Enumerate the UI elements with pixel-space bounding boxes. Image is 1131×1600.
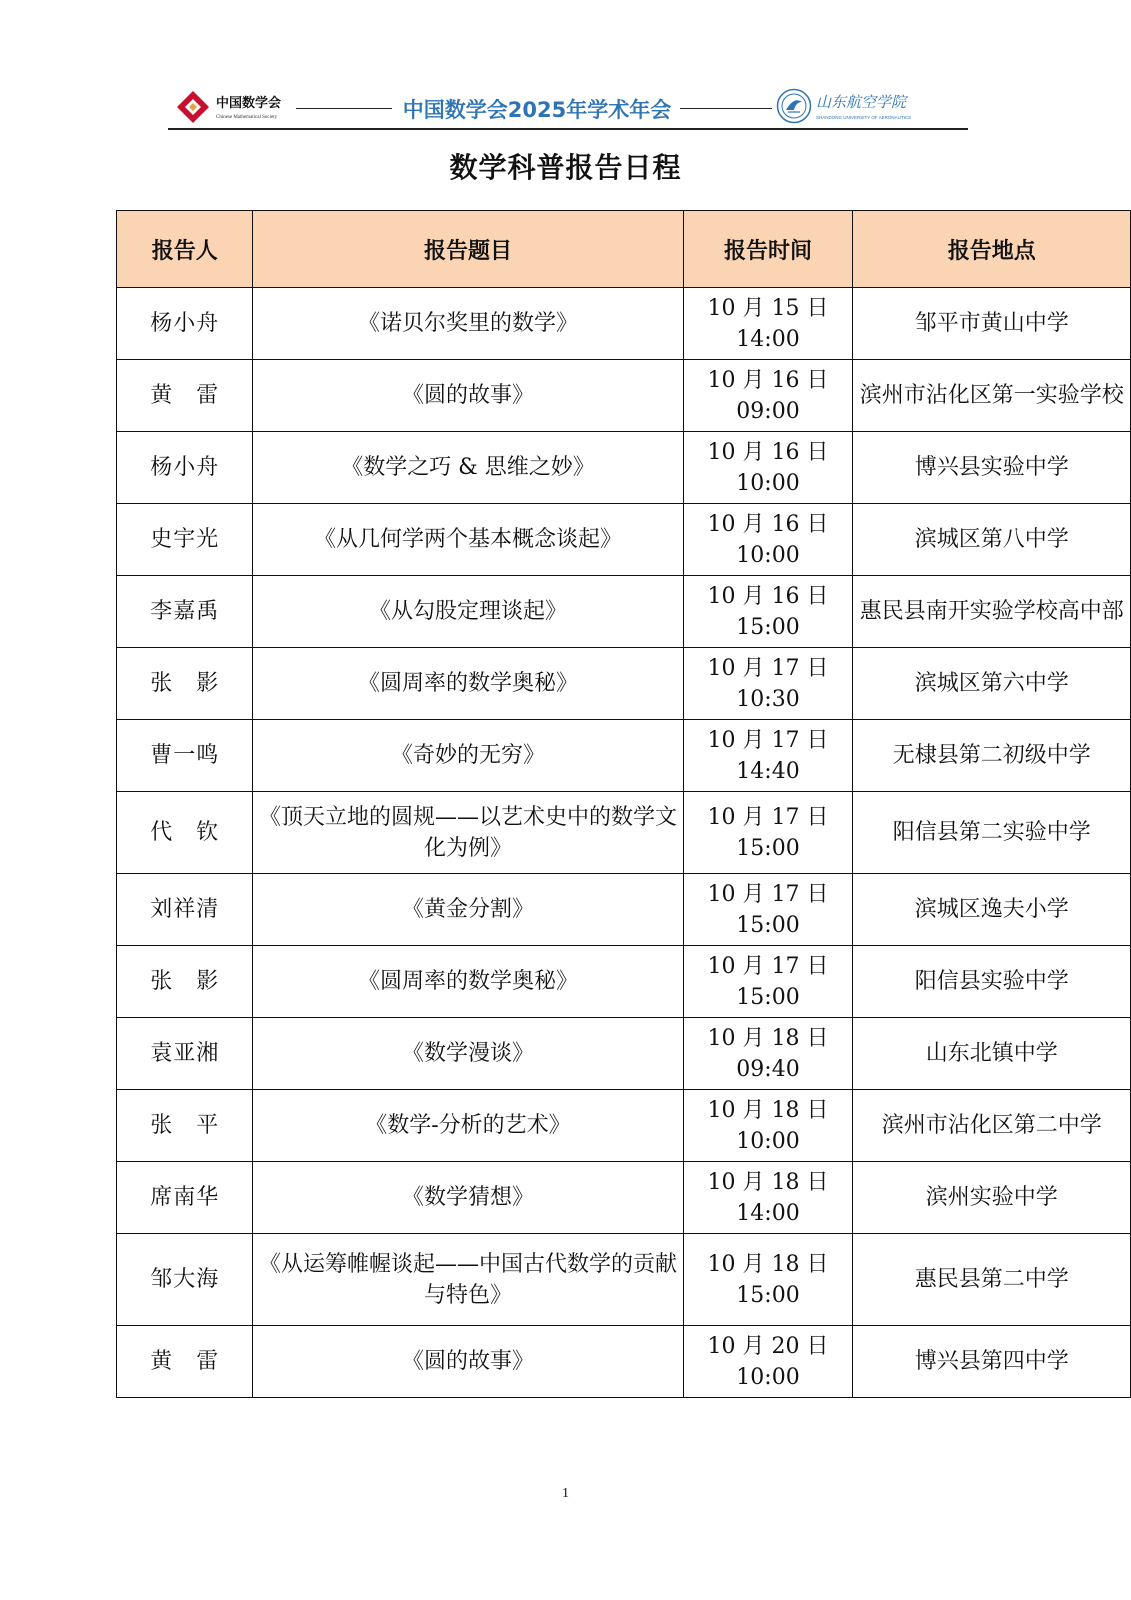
venue-cell: 博兴县实验中学 xyxy=(853,432,1131,504)
speaker-cell: 刘祥清 xyxy=(117,874,253,946)
venue-cell: 滨城区第六中学 xyxy=(853,648,1131,720)
venue-cell: 山东北镇中学 xyxy=(853,1018,1131,1090)
clock-text: 15:00 xyxy=(736,984,800,1010)
table-row xyxy=(117,432,1131,504)
topic-cell: 《圆周率的数学奥秘》 xyxy=(253,648,683,720)
time-cell xyxy=(683,576,853,648)
speaker-cell: 黄 雷 xyxy=(117,1326,253,1398)
sdua-logo-text: 山东航空学院 xyxy=(816,93,907,111)
speaker-cell: 张 平 xyxy=(117,1090,253,1162)
venue-cell: 惠民县南开实验学校高中部 xyxy=(853,576,1131,648)
table-row xyxy=(117,576,1131,648)
table-row xyxy=(117,1326,1131,1398)
sdua-logo xyxy=(776,88,968,128)
venue-cell: 滨州市沾化区第二中学 xyxy=(853,1090,1131,1162)
topic-cell: 《数学漫谈》 xyxy=(253,1018,683,1090)
topic-cell: 《圆周率的数学奥秘》 xyxy=(253,946,683,1018)
clock-text: 14:00 xyxy=(736,326,800,352)
page-number: 1 xyxy=(562,1486,569,1501)
date-text: 10 月 18 日 xyxy=(707,1025,829,1051)
date-text: 10 月 17 日 xyxy=(707,727,829,753)
time-cell xyxy=(683,432,853,504)
topic-cell: 《圆的故事》 xyxy=(253,1326,683,1398)
date-text: 10 月 17 日 xyxy=(707,655,829,681)
table-row xyxy=(117,1162,1131,1234)
topic-cell: 《诺贝尔奖里的数学》 xyxy=(253,288,683,360)
column-header-topic: 报告题目 xyxy=(253,211,683,288)
time-cell xyxy=(683,1018,853,1090)
topic-cell: 《顶天立地的圆规——以艺术史中的数学文化为例》 xyxy=(253,792,683,874)
speaker-cell: 席南华 xyxy=(117,1162,253,1234)
time-cell xyxy=(683,288,853,360)
topic-cell: 《数学之巧 & 思维之妙》 xyxy=(253,432,683,504)
time-cell xyxy=(683,1090,853,1162)
time-cell xyxy=(683,1162,853,1234)
date-text: 10 月 18 日 xyxy=(707,1251,829,1277)
speaker-cell: 袁亚湘 xyxy=(117,1018,253,1090)
time-cell xyxy=(683,1326,853,1398)
topic-cell: 《黄金分割》 xyxy=(253,874,683,946)
time-cell xyxy=(683,504,853,576)
date-text: 10 月 17 日 xyxy=(707,881,829,907)
conference-title: 中国数学会2025年学术年会 xyxy=(402,98,672,122)
clock-text: 15:00 xyxy=(736,835,800,861)
time-cell xyxy=(683,648,853,720)
sdua-logo-english: SHANDONG UNIVERSITY OF AERONAUTICS xyxy=(816,115,912,120)
speaker-cell: 代 钦 xyxy=(117,792,253,874)
page-header xyxy=(168,84,968,132)
time-cell xyxy=(683,720,853,792)
column-header-speaker: 报告人 xyxy=(117,211,253,288)
table-row xyxy=(117,1018,1131,1090)
table-header-row xyxy=(117,211,1131,288)
time-cell xyxy=(683,1234,853,1326)
venue-cell: 邹平市黄山中学 xyxy=(853,288,1131,360)
table-row xyxy=(117,288,1131,360)
clock-text: 09:40 xyxy=(736,1056,800,1082)
venue-cell: 阳信县实验中学 xyxy=(853,946,1131,1018)
speaker-cell: 李嘉禹 xyxy=(117,576,253,648)
speaker-cell: 黄 雷 xyxy=(117,360,253,432)
clock-text: 10:00 xyxy=(736,470,800,496)
venue-cell: 阳信县第二实验中学 xyxy=(853,792,1131,874)
time-cell xyxy=(683,360,853,432)
date-text: 10 月 16 日 xyxy=(707,439,829,465)
table-row xyxy=(117,504,1131,576)
table-row xyxy=(117,874,1131,946)
document-title: 数学科普报告日程 xyxy=(449,151,682,184)
clock-text: 09:00 xyxy=(736,398,800,424)
speaker-cell: 张 影 xyxy=(117,946,253,1018)
cms-logo-text: 中国数学会 xyxy=(216,96,282,111)
clock-text: 14:00 xyxy=(736,1200,800,1226)
table-row xyxy=(117,946,1131,1018)
clock-text: 10:00 xyxy=(736,542,800,568)
date-text: 10 月 16 日 xyxy=(707,367,829,393)
speaker-cell: 曹一鸣 xyxy=(117,720,253,792)
date-text: 10 月 16 日 xyxy=(707,511,829,537)
schedule-table xyxy=(116,210,1131,1398)
speaker-cell: 杨小舟 xyxy=(117,432,253,504)
time-cell xyxy=(683,946,853,1018)
venue-cell: 滨州实验中学 xyxy=(853,1162,1131,1234)
clock-text: 15:00 xyxy=(736,614,800,640)
table-row xyxy=(117,1090,1131,1162)
venue-cell: 博兴县第四中学 xyxy=(853,1326,1131,1398)
topic-cell: 《数学-分析的艺术》 xyxy=(253,1090,683,1162)
time-cell xyxy=(683,874,853,946)
table-row xyxy=(117,792,1131,874)
venue-cell: 滨城区第八中学 xyxy=(853,504,1131,576)
date-text: 10 月 16 日 xyxy=(707,583,829,609)
venue-cell: 滨城区逸夫小学 xyxy=(853,874,1131,946)
cms-logo-english: Chinese Mathematical Society xyxy=(216,115,278,120)
clock-text: 14:40 xyxy=(736,758,800,784)
topic-cell: 《从运筹帷幄谈起——中国古代数学的贡献与特色》 xyxy=(253,1234,683,1326)
topic-cell: 《奇妙的无穷》 xyxy=(253,720,683,792)
date-text: 10 月 15 日 xyxy=(707,295,829,321)
speaker-cell: 史宇光 xyxy=(117,504,253,576)
speaker-cell: 张 影 xyxy=(117,648,253,720)
cms-diamond-icon xyxy=(176,90,210,124)
table-row xyxy=(117,360,1131,432)
clock-text: 10:00 xyxy=(736,1364,800,1390)
header-dash-right xyxy=(680,108,772,109)
cms-logo xyxy=(176,88,306,128)
date-text: 10 月 18 日 xyxy=(707,1169,829,1195)
table-row xyxy=(117,1234,1131,1326)
topic-cell: 《从勾股定理谈起》 xyxy=(253,576,683,648)
column-header-venue: 报告地点 xyxy=(853,211,1131,288)
date-text: 10 月 20 日 xyxy=(707,1333,829,1359)
speaker-cell: 杨小舟 xyxy=(117,288,253,360)
venue-cell: 惠民县第二中学 xyxy=(853,1234,1131,1326)
venue-cell: 无棣县第二初级中学 xyxy=(853,720,1131,792)
table-row xyxy=(117,648,1131,720)
clock-text: 10:30 xyxy=(736,686,800,712)
clock-text: 15:00 xyxy=(736,1282,800,1308)
clock-text: 15:00 xyxy=(736,912,800,938)
time-cell xyxy=(683,792,853,874)
table-row xyxy=(117,720,1131,792)
topic-cell: 《从几何学两个基本概念谈起》 xyxy=(253,504,683,576)
topic-cell: 《数学猜想》 xyxy=(253,1162,683,1234)
column-header-time: 报告时间 xyxy=(683,211,853,288)
date-text: 10 月 17 日 xyxy=(707,953,829,979)
date-text: 10 月 17 日 xyxy=(707,804,829,830)
header-dash-left xyxy=(296,108,392,109)
clock-text: 10:00 xyxy=(736,1128,800,1154)
date-text: 10 月 18 日 xyxy=(707,1097,829,1123)
header-rule xyxy=(168,128,968,130)
sdua-seal-icon xyxy=(776,88,812,124)
venue-cell: 滨州市沾化区第一实验学校 xyxy=(853,360,1131,432)
speaker-cell: 邹大海 xyxy=(117,1234,253,1326)
topic-cell: 《圆的故事》 xyxy=(253,360,683,432)
